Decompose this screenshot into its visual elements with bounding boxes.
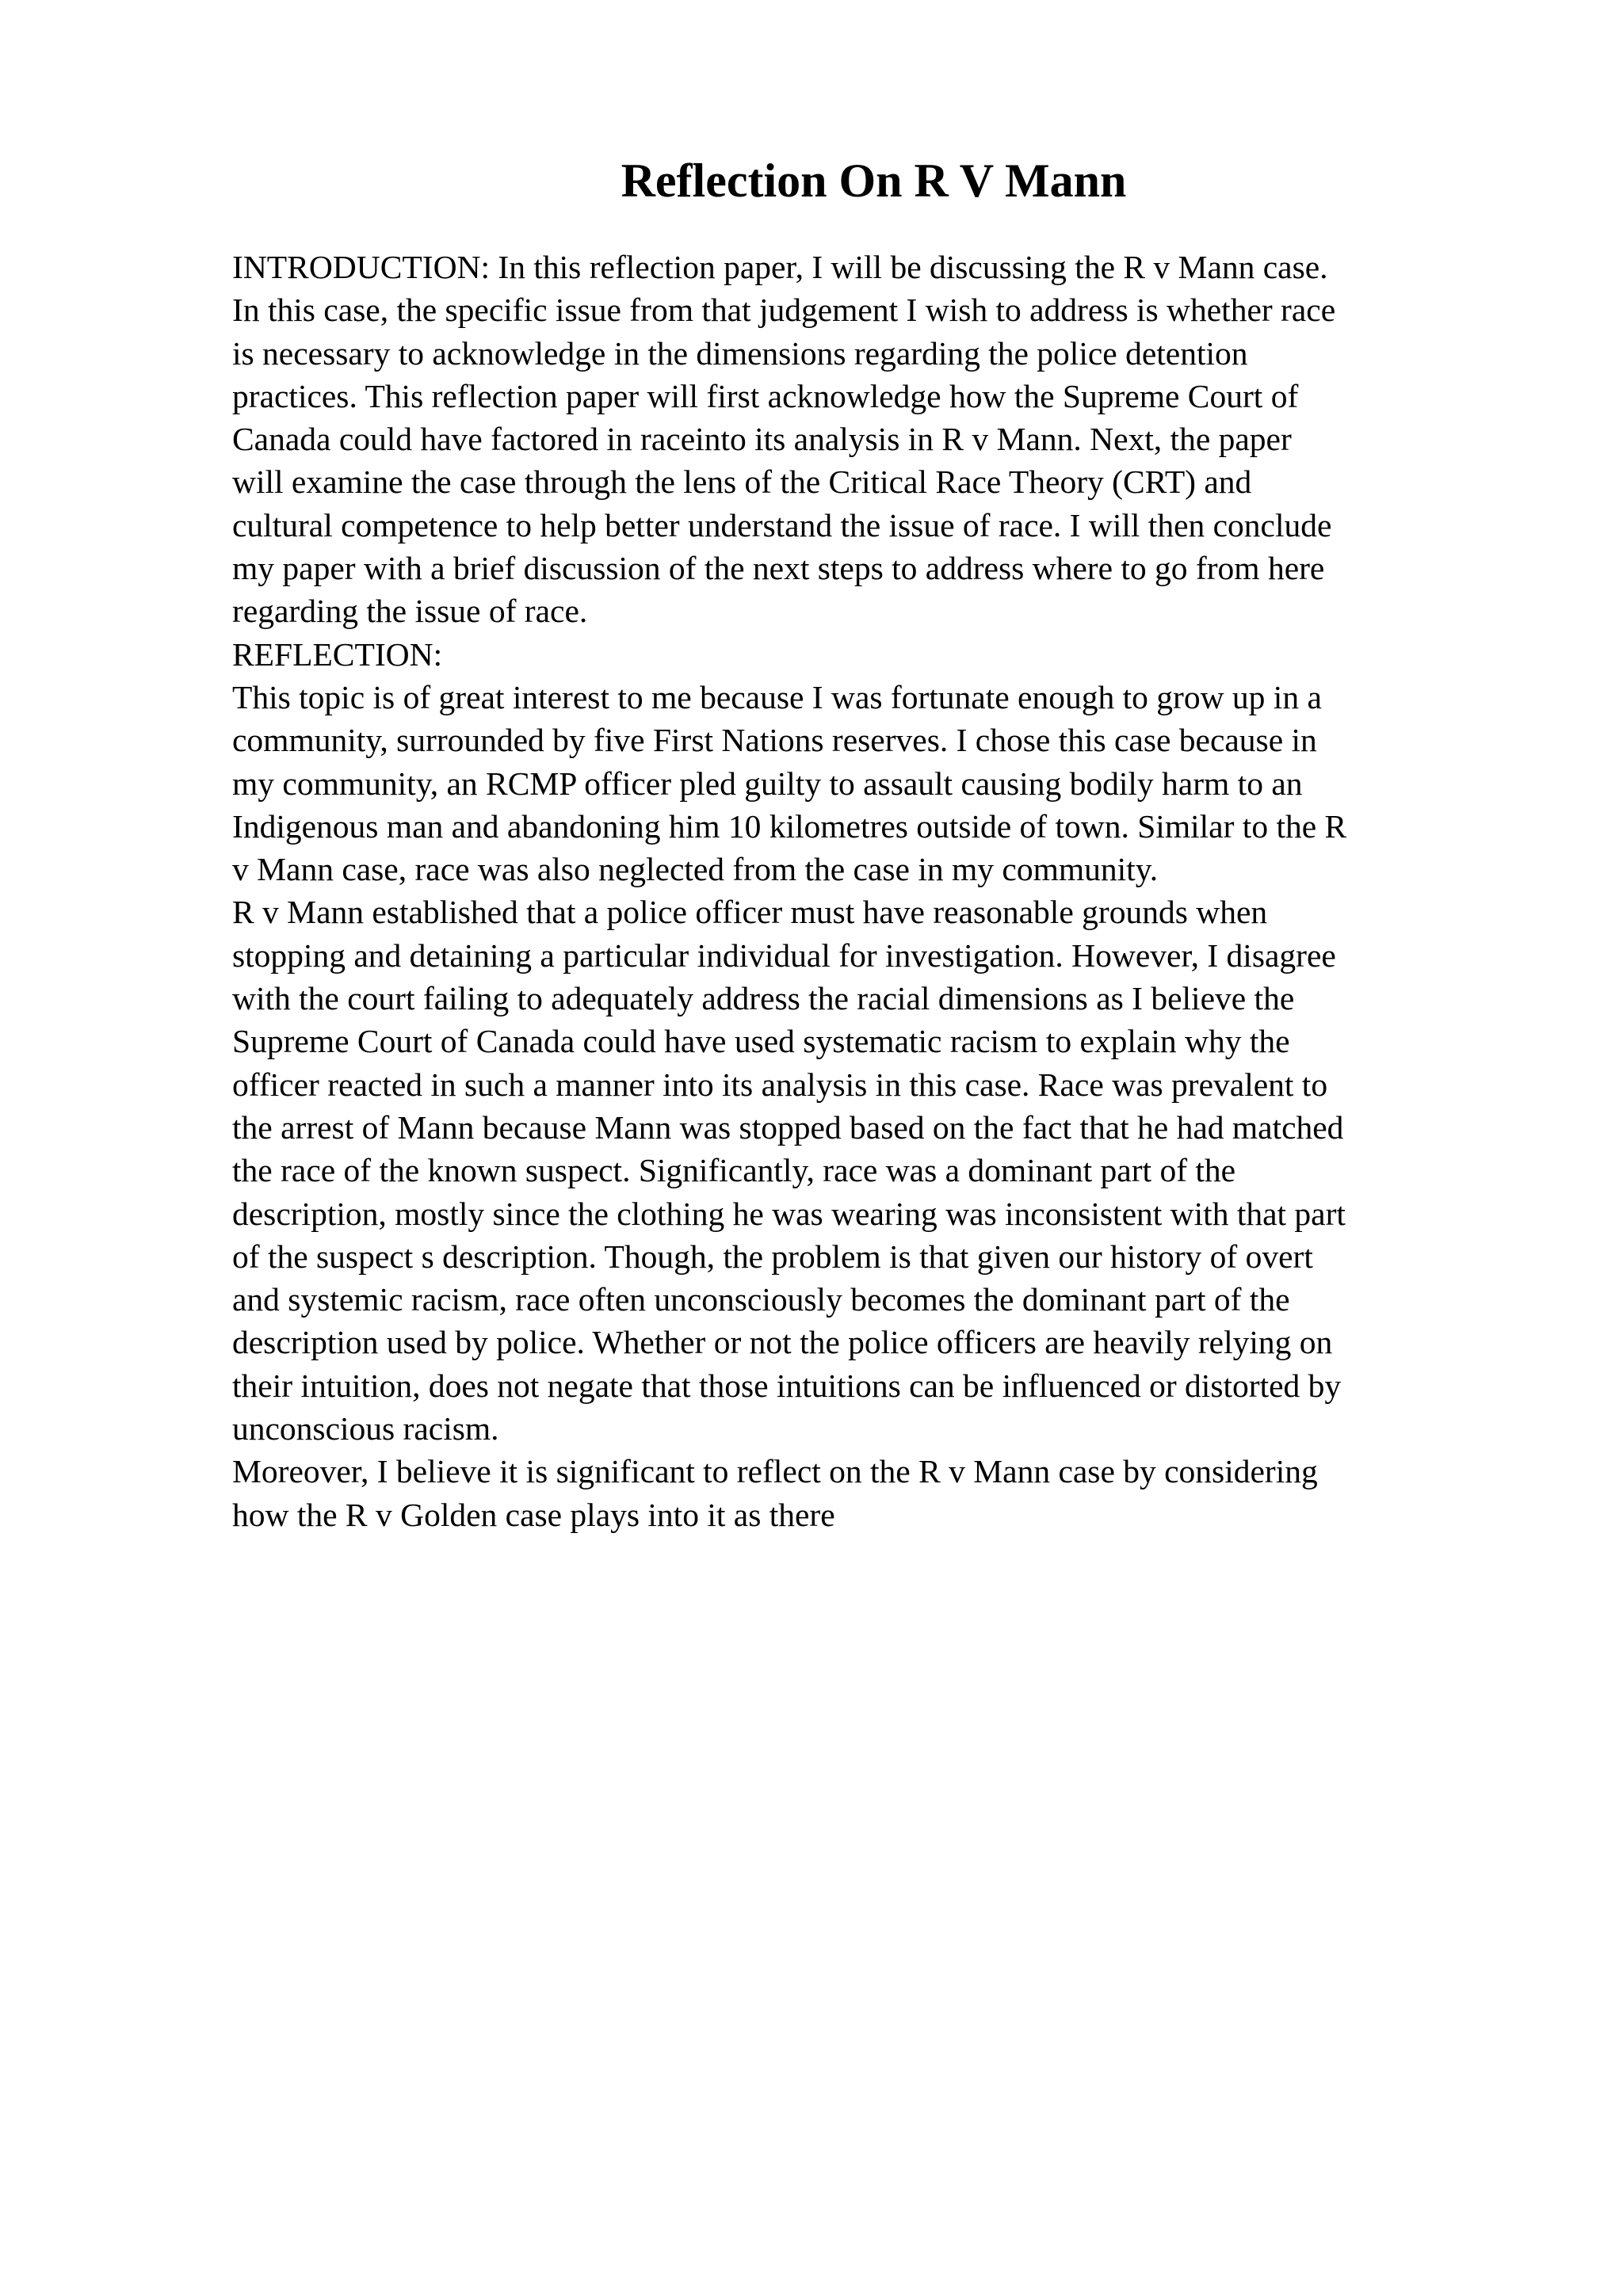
paragraph-case-analysis [232, 891, 1500, 1450]
document-body [232, 246, 1500, 1536]
text-line: my community, an RCMP officer pled guilty to assault causing bodily harm to an [232, 765, 1303, 802]
text-line: description used by police. Whether or not the police officers are heavily relying on [232, 1324, 1333, 1361]
text-line: description, mostly since the clothing he was wearing was inconsistent with that part [232, 1195, 1346, 1232]
text-line: of the suspect s description. Though, the problem is that given our history of overt [232, 1238, 1313, 1275]
text-line: the arrest of Mann because Mann was stopped based on the fact that he had matched [232, 1108, 1344, 1146]
paragraph-golden-case [232, 1450, 1500, 1536]
text-line: how the R v Golden case plays into it as there [232, 1496, 835, 1533]
text-line: INTRODUCTION: In this reflection paper, I will be discussing the R v Mann case. [232, 249, 1328, 285]
text-line: This topic is of great interest to me because I was fortunate enough to grow up in a [232, 678, 1322, 715]
text-line: will examine the case through the lens of the Critical Race Theory (CRT) and [232, 463, 1252, 501]
text-line: Supreme Court of Canada could have used systematic racism to explain why the [232, 1023, 1290, 1060]
text-line: Canada could have factored in raceinto its analysis in R v Mann. Next, the paper [232, 421, 1292, 458]
paragraph-introduction [232, 246, 1500, 633]
text-line: regarding the issue of race. [232, 593, 588, 630]
text-line: Indigenous man and abandoning him 10 kilometres outside of town. Similar to the R [232, 807, 1347, 845]
text-line: community, surrounded by five First Nations reserves. I chose this case because in [232, 722, 1317, 759]
text-line: and systemic racism, race often unconsciously becomes the dominant part of the [232, 1281, 1290, 1318]
text-line: their intuition, does not negate that those intuitions can be influenced or distorted by [232, 1367, 1342, 1404]
document-title: Reflection On R V Mann [621, 154, 1127, 207]
text-line: is necessary to acknowledge in the dimensions regarding the police detention [232, 334, 1248, 372]
text-line: cultural competence to help better understand the issue of race. I will then conclude [232, 506, 1332, 543]
text-line: Moreover, I believe it is significant to reflect on the R v Mann case by considering [232, 1453, 1318, 1490]
text-line: v Mann case, race was also neglected from the case in my community. [232, 851, 1159, 888]
text-line: the race of the known suspect. Significantly, race was a dominant part of the [232, 1152, 1236, 1189]
text-line: R v Mann established that a police officer must have reasonable grounds when [232, 894, 1268, 931]
text-line: with the court failing to adequately address the racial dimensions as I believe the [232, 980, 1295, 1017]
text-line: In this case, the specific issue from that judgement I wish to address is whether race [232, 292, 1336, 329]
text-line: my paper with a brief discussion of the next steps to address where to go from here [232, 550, 1325, 587]
text-line: REFLECTION: [232, 635, 443, 673]
section-heading-reflection [232, 633, 1500, 676]
text-line: stopping and detaining a particular individual for investigation. However, I disagree [232, 936, 1336, 974]
text-line: officer reacted in such a manner into its analysis in this case. Race was prevalent to [232, 1066, 1328, 1103]
text-line: practices. This reflection paper will first acknowledge how the Supreme Court of [232, 377, 1299, 414]
text-line: unconscious racism. [232, 1410, 499, 1447]
paragraph-personal-interest [232, 676, 1500, 891]
